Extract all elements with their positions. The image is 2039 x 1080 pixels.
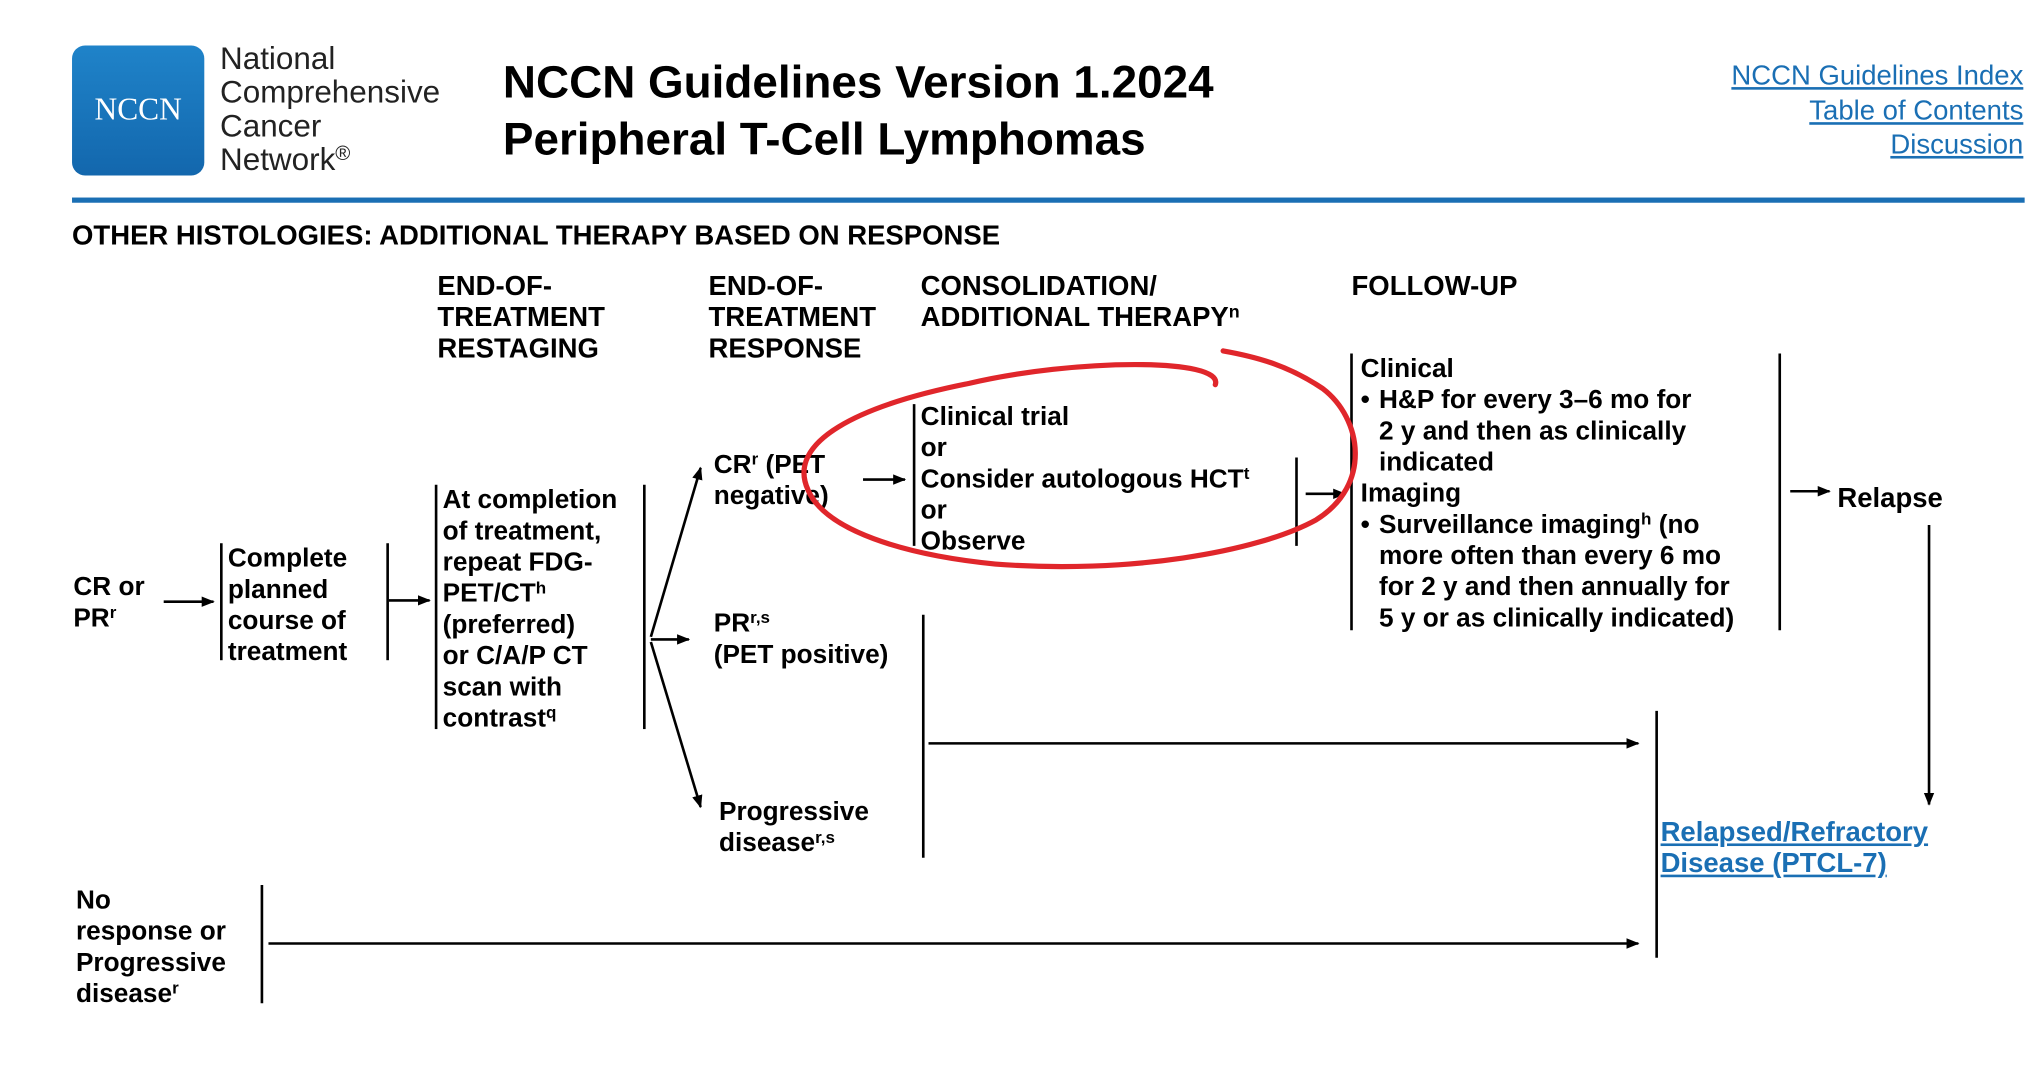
node-complete-l4: treatment <box>227 638 348 667</box>
followup-imaging-heading: Imaging <box>1360 479 1462 509</box>
col-header-consolidation-l2: ADDITIONAL THERAPY <box>920 302 1229 333</box>
title-line-1: NCCN Guidelines Version 1.2024 <box>502 57 1214 108</box>
followup-b2-sup: h <box>1641 508 1652 529</box>
followup-b2-l3: for 2 y and then annually for <box>1379 573 1730 602</box>
followup-b2-l2: more often than every 6 mo <box>1379 541 1722 571</box>
node-restaging-l5: (preferred) <box>442 610 576 640</box>
node-restaging-l4: PET/CT <box>442 579 536 609</box>
col-header-restaging-l2: TREATMENT <box>437 302 605 333</box>
followup-b2-l4: 5 y or as clinically indicated) <box>1379 604 1735 633</box>
col-header-consolidation-sup: n <box>1228 301 1240 322</box>
discussion-link[interactable]: Discussion <box>1890 129 2024 160</box>
node-cr-or-pr-sup: r <box>109 602 117 622</box>
node-progressive-l1: Progressive <box>718 797 869 827</box>
node-cr-or-pr-l2: PR <box>73 604 110 633</box>
logo-mark: NCCN <box>94 92 182 127</box>
node-restaging-l7: scan with <box>442 673 563 702</box>
node-cr-l1a: CR <box>713 450 752 480</box>
node-complete-l1: Complete <box>227 544 348 574</box>
node-restaging-l8: contrast <box>442 704 546 733</box>
node-restaging-l1: At completion <box>442 486 618 515</box>
node-no-response-sup: r <box>172 977 179 998</box>
node-restaging-l3: repeat FDG- <box>442 548 593 578</box>
node-consolidation-l2: or <box>920 434 947 463</box>
relapsed-refractory-l1[interactable]: Relapsed/Refractory <box>1660 817 1929 848</box>
col-header-consolidation-l1: CONSOLIDATION/ <box>920 271 1157 302</box>
node-restaging-l8-sup: q <box>545 702 557 722</box>
node-no-response-l1: No <box>75 886 111 915</box>
node-no-response-l2: response or <box>75 917 226 947</box>
registered-mark: ® <box>335 143 351 166</box>
arrow-restaging-to-progressive <box>651 642 701 807</box>
node-consolidation-l4: or <box>920 496 947 526</box>
node-restaging-l4-sup: h <box>535 577 547 598</box>
followup-b2-l1a: Surveillance imaging <box>1379 510 1642 540</box>
node-no-response-l4: disease <box>75 979 173 1009</box>
org-line-1: National <box>220 41 336 77</box>
node-pr-l1: PR <box>713 609 751 639</box>
arrow-restaging-to-cr <box>651 468 701 637</box>
col-header-restaging-l1: END-OF- <box>437 271 552 302</box>
org-line-3: Cancer <box>220 109 322 145</box>
table-of-contents-link[interactable]: Table of Contents <box>1809 95 2024 126</box>
org-line-4: Network <box>220 142 336 179</box>
node-cr-or-pr-l1: CR or <box>73 573 145 602</box>
node-restaging-l2: of treatment, <box>442 517 602 546</box>
col-header-response-l3: RESPONSE <box>708 333 862 364</box>
followup-b1-l3: indicated <box>1379 448 1494 477</box>
title-line-2: Peripheral T-Cell Lymphomas <box>502 114 1146 166</box>
col-header-followup: FOLLOW-UP <box>1351 271 1518 302</box>
org-line-2: Comprehensive <box>220 75 441 111</box>
node-progressive-sup: r,s <box>815 827 835 847</box>
col-header-response-l1: END-OF- <box>708 271 824 302</box>
node-complete-l3: course of <box>227 606 346 636</box>
node-pr-l2: (PET positive) <box>713 640 889 670</box>
guidelines-index-link[interactable]: NCCN Guidelines Index <box>1731 61 2024 91</box>
node-cr-sup: r <box>751 449 759 469</box>
followup-b1-l1: H&P for every 3–6 mo for <box>1379 385 1692 415</box>
followup-b2-l1b: (no <box>1651 510 1700 540</box>
node-progressive-l2: disease <box>718 829 816 858</box>
node-relapse: Relapse <box>1837 483 1943 514</box>
node-consolidation-l3-sup: t <box>1243 463 1250 483</box>
followup-bullet-2: • <box>1360 510 1370 540</box>
relapsed-refractory-l2[interactable]: Disease (PTCL-7) <box>1660 848 1887 879</box>
node-cr-l2: negative) <box>713 482 829 511</box>
red-circle-annotation <box>804 351 1355 567</box>
node-consolidation-l3: Consider autologous HCT <box>920 465 1244 494</box>
node-consolidation-l5: Observe <box>920 527 1026 557</box>
node-restaging-l6: or C/A/P CT <box>442 642 588 671</box>
followup-clinical-heading: Clinical <box>1360 354 1454 384</box>
col-header-restaging-l3: RESTAGING <box>437 333 599 364</box>
followup-bullet-1: • <box>1360 385 1370 415</box>
node-cr-l1b: (PET <box>758 450 826 480</box>
section-title: OTHER HISTOLOGIES: ADDITIONAL THERAPY BASED ON RESPONSE <box>72 220 1001 251</box>
node-complete-l2: planned <box>227 575 329 605</box>
node-consolidation-l1: Clinical trial <box>920 402 1070 432</box>
col-header-response-l2: TREATMENT <box>708 302 877 333</box>
node-pr-sup: r,s <box>750 607 771 628</box>
followup-b1-l2: 2 y and then as clinically <box>1379 417 1687 446</box>
node-no-response-l3: Progressive <box>75 948 226 978</box>
